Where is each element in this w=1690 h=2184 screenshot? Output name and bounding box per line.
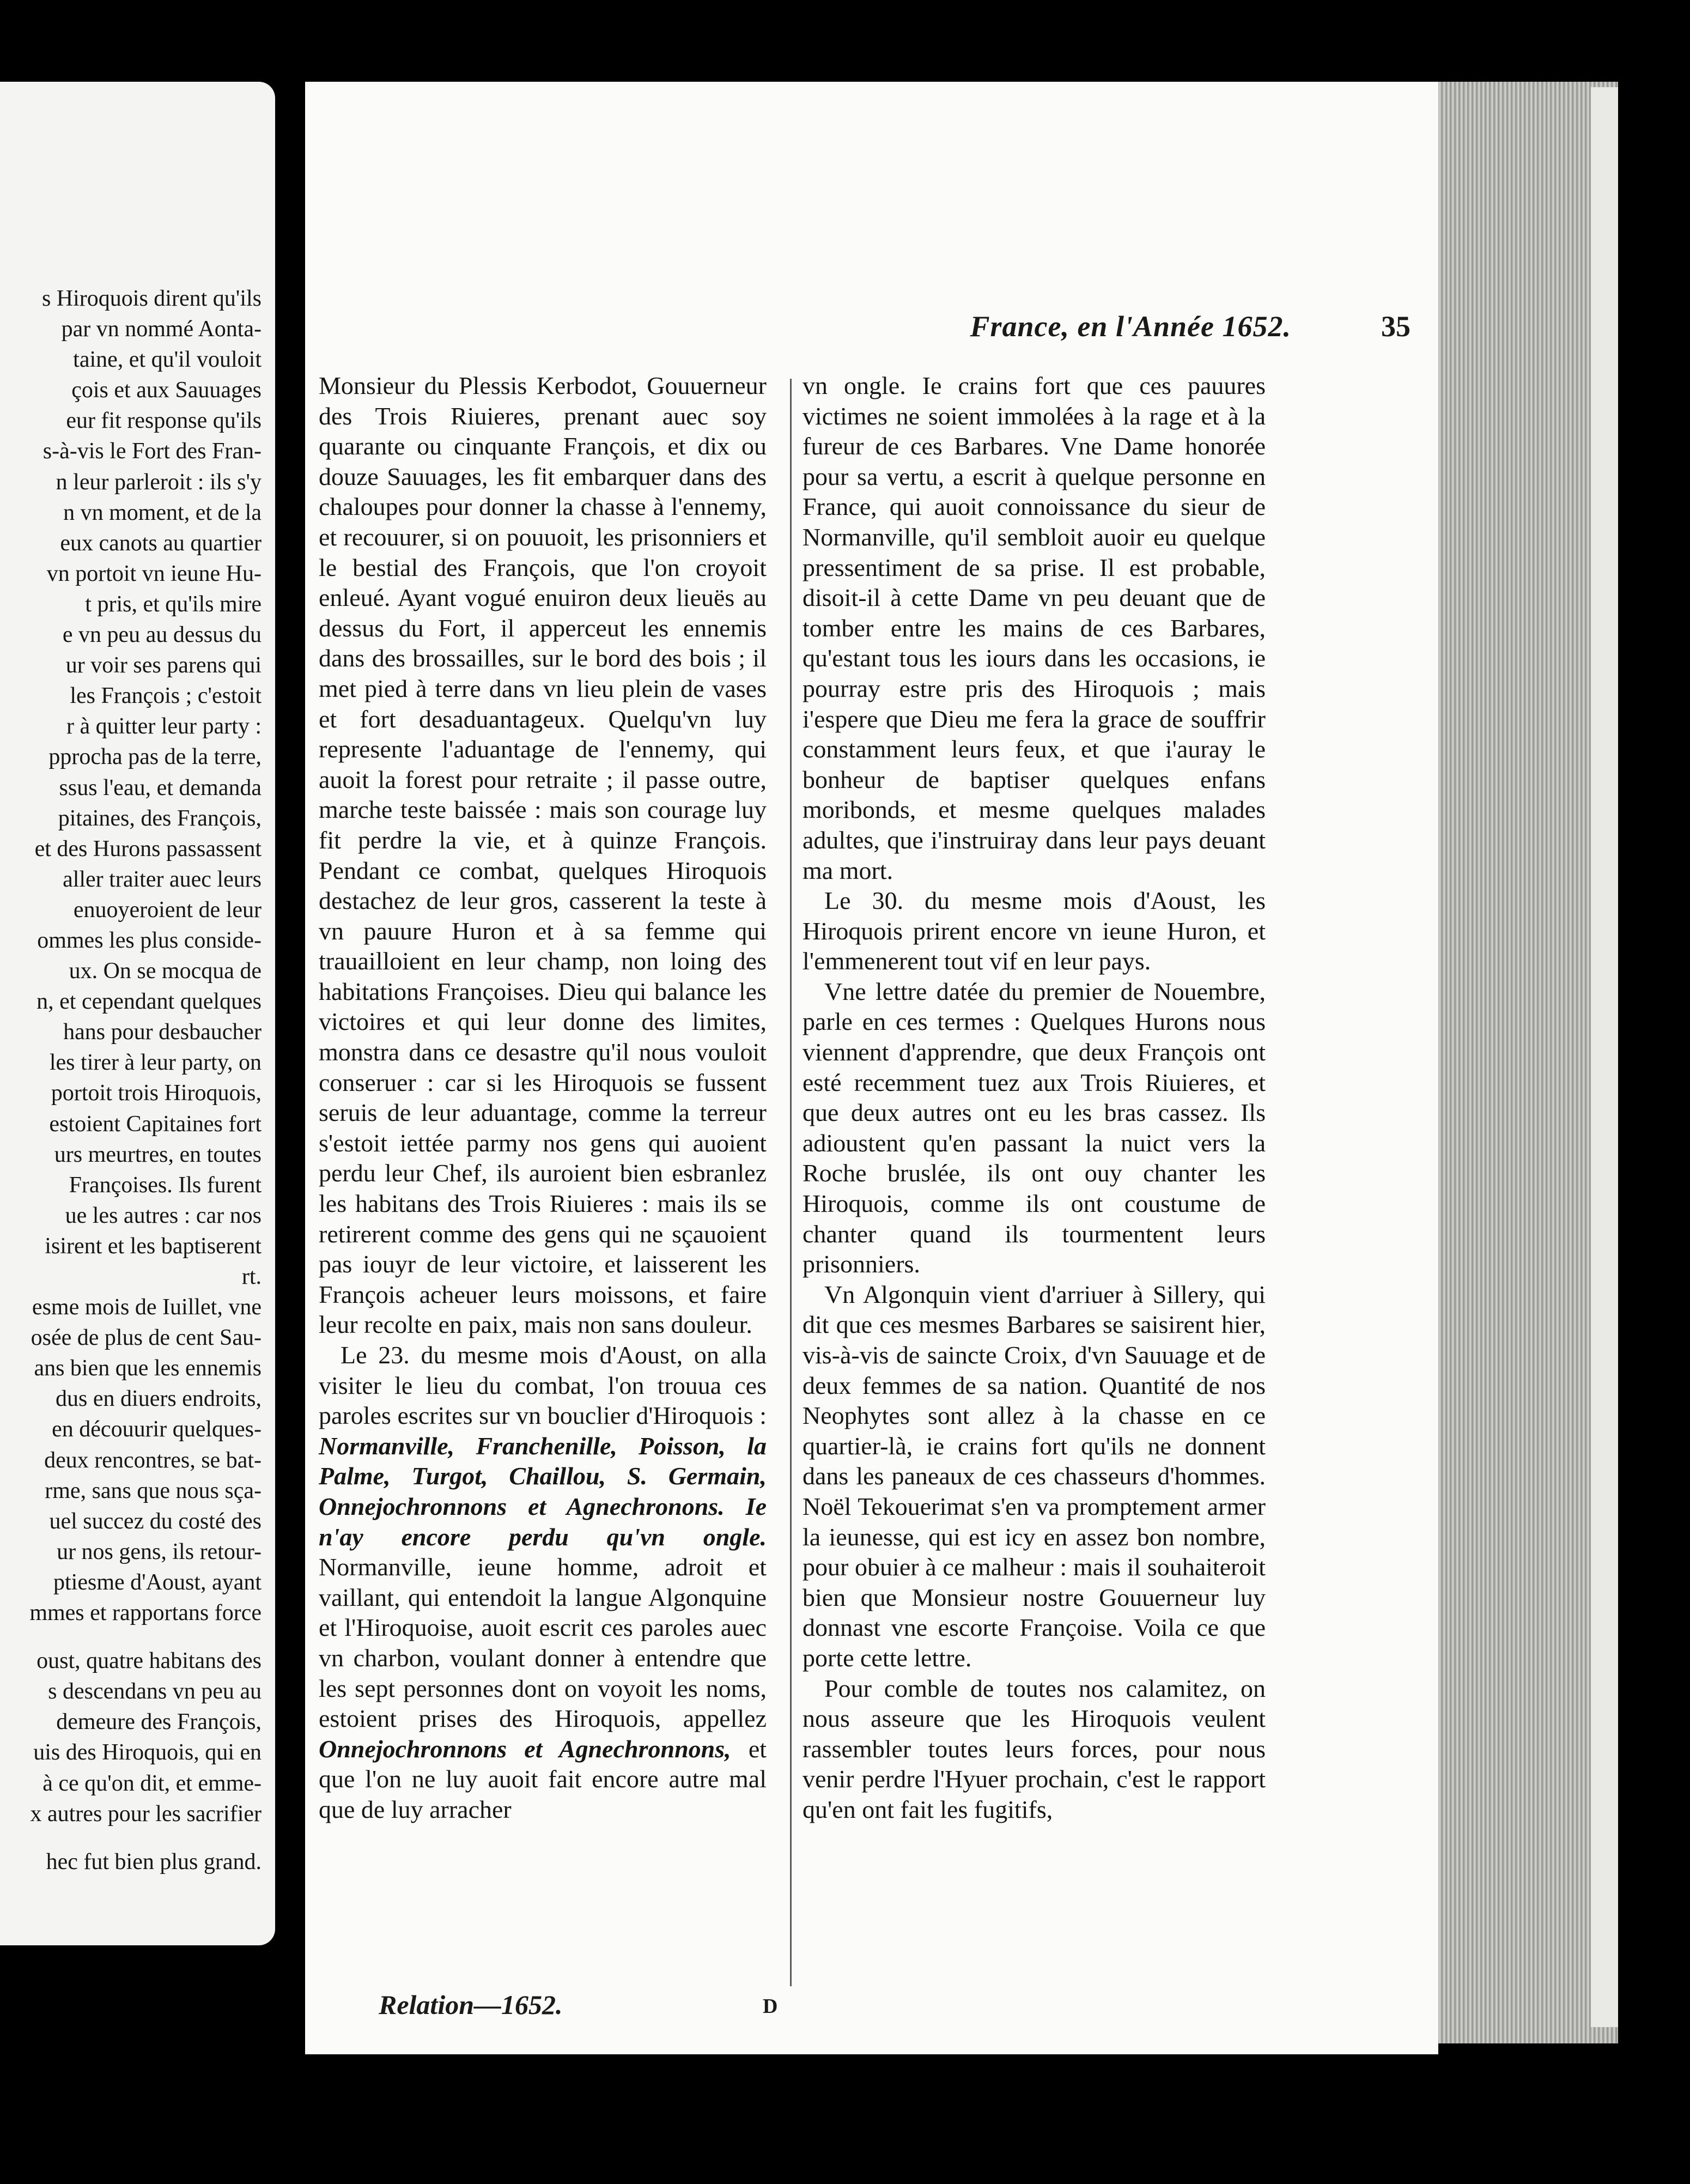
text-column-right	[803, 371, 1266, 1825]
facing-page-line: urs meurtres, en toutes	[54, 1142, 262, 1167]
facing-page-line: çois et aux Sauuages	[71, 378, 262, 403]
line-gap	[0, 1829, 262, 1847]
facing-page-line: n leur parleroit : ils s'y	[56, 469, 262, 495]
facing-page-line: uis des Hiroquois, qui en	[33, 1740, 262, 1766]
facing-page-line: dus en diuers endroits,	[56, 1386, 262, 1412]
facing-page-line: ans bien que les ennemis	[34, 1356, 262, 1381]
paragraph: Vn Algonquin vient d'arriuer à Sillery, qui dit que ces mesmes Barbares se saisirent hier, vis-à-vis de saincte Croix, d'vn Sauuage et de deux femmes de sa nation. Quantité de nos Neophytes sont allez à la chasse en ce quartier-là, ie crains fort qu'ils ne donnent dans les paneaux de ces chasseurs d'hommes. Noël Tekouerimat s'en va promptement armer la ieunesse, qui est icy en assez bon nombre, pour obuier à ce malheur : mais il souhaiteroit bien que Monsieur nostre Gouuerneur luy donnast vne escorte Françoise. Voila ce que porte cette lettre.	[803, 1280, 1266, 1672]
facing-page-line: e vn peu au dessus du	[62, 622, 262, 648]
line-gap	[0, 1628, 262, 1646]
paragraph-text: Normanville, ieune homme, adroit et vaillant, qui entendoit la langue Algonquine et l'Hiroquoise, auoit escrit ces paroles auec vn charbon, voulant donner à entendre que les sept personnes dont on voyoit les noms, estoient prises des Hiroquois, appellez	[319, 1553, 767, 1733]
facing-page-line: rt.	[241, 1264, 262, 1289]
facing-page-line: ur voir ses parens qui	[65, 653, 262, 678]
facing-page-line: à ce qu'on dit, et emme-	[42, 1770, 262, 1796]
facing-page-line: portoit trois Hiroquois,	[51, 1081, 262, 1106]
nation-names: Onnejochronnons et Agnechronnons,	[319, 1734, 731, 1763]
facing-page-text	[0, 283, 262, 1877]
facing-page-line: hec fut bien plus grand.	[46, 1849, 262, 1874]
facing-page-line: s-à-vis le Fort des Fran-	[42, 439, 262, 464]
facing-page-line: estoient Capitaines fort	[49, 1111, 262, 1137]
running-head: France, en l'Année 1652.	[970, 310, 1291, 343]
facing-page-line: mmes et rapportans force	[29, 1600, 262, 1626]
facing-page-line: esme mois de Iuillet, vne	[32, 1295, 262, 1320]
facing-page-line: eux canots au quartier	[60, 530, 262, 556]
paragraph: Vne lettre datée du premier de Nouembre, parle en ces termes : Quelques Hurons nous viennent d'apprendre, que deux François ont esté recemment tuez aux Trois Riuieres, et que deux autres ont eu les bras cassez. Ils adioustent qu'en passant la nuict vers la Roche bruslée, ils ont ouy chanter les Hiroquois, comme ils ont coustume de chanter quand ils tourmentent leurs prisonniers.	[803, 977, 1266, 1278]
facing-page-line: en découurir quelques-	[52, 1417, 262, 1442]
facing-page-line: eur fit response qu'ils	[66, 408, 262, 434]
facing-page-line: enuoyeroient de leur	[73, 897, 262, 923]
facing-page-line: osée de plus de cent Sau-	[31, 1325, 262, 1351]
paragraph: vn ongle. Ie crains fort que ces pauures victimes ne soient immolées à la rage et à la fureur de ces Barbares. Vne Dame honorée pour sa vertu, a escrit à quelque personne en France, qui auoit connoissance du sieur de Normanville, qu'il sembloit auoir eu quelque pressentiment de sa prise. Il est probable, disoit-il à cette Dame vn peu deuant que de tomber entre les mains de ces Barbares, qu'estant tous les iours dans les occasions, ie pourray estre pris des Hiroquois ; mais i'espere que Dieu me fera la grace de souffrir constamment leurs feux, et que i'auray le bonheur de baptiser quelques enfans moribonds, et mesme quelques malades adultes, que i'instruiray dans leur pays deuant ma mort.	[803, 372, 1266, 884]
facing-page-line: les François ; c'estoit	[70, 683, 262, 709]
facing-page-line: isirent et les baptiserent	[45, 1233, 262, 1259]
book-page	[305, 82, 1438, 2054]
paragraph: Le 30. du mesme mois d'Aoust, les Hiroquois prirent encore vn ieune Huron, et l'emmenerent tout vif en leur pays.	[803, 887, 1266, 975]
book-page-edges	[1433, 82, 1618, 2043]
facing-page-line: les tirer à leur party, on	[49, 1050, 262, 1076]
paragraph-text: Le 23. du mesme mois d'Aoust, on alla visiter le lieu du combat, l'on trouua ces paroles escrites sur vn bouclier d'Hiroquois :	[319, 1341, 767, 1430]
facing-page-line: demeure des François,	[56, 1709, 262, 1735]
facing-page-line: n vn moment, et de la	[63, 500, 262, 525]
paragraph: Pour comble de toutes nos calamitez, on nous asseure que les Hiroquois veulent rassembler toutes leurs forces, pour nous venir perdre l'Hyuer prochain, c'est le rapport qu'en ont fait les fugitifs,	[803, 1674, 1266, 1823]
text-column-left	[319, 371, 767, 1825]
facing-page-line: ur nos gens, ils retour-	[57, 1539, 262, 1564]
signature-mark: D	[763, 1995, 778, 2018]
paragraph: Monsieur du Plessis Kerbodot, Gouuerneur des Trois Riuieres, prenant auec soy quarante ou cinquante François, et dix ou douze Sauuages, les fit embarquer dans des chaloupes pour donner la chasse à l'ennemy, et recouurer, si on pouuoit, les prisonniers et le bestial des François, que l'on croyoit enleué. Ayant vogué enuiron deux lieuës au dessus du Fort, il apperceut les ennemis dans des brossailles, sur le bord des bois ; il met pied à terre dans vn lieu plein de vases et fort desaduantageux. Quelqu'vn luy represente l'aduantage de l'ennemy, qui auoit la forest pour retraite ; il passe outre, marche teste baissée : mais son courage luy fit perdre la vie, et à quinze François. Pendant ce combat, quelques Hiroquois destachez de leur gros, casserent la teste à vn pauure Huron et à sa femme qui trauailloient en leur champ, non loing des habitations Françoises. Dieu qui balance les victoires et qui leur donne des limites, monstra dans ce desastre qu'il nous vouloit conseruer : car si les Hiroquois se fussent seruis de leur aduantage, comme la terreur s'estoit iettée parmy nos gens qui auoient perdu leur Chef, ils auroient bien esbranlez les habitans des Trois Riuieres : mais ils se retirerent comme des gens qui ne sçauoient pas iouyr de leur victoire, et laisserent les François acheuer leurs moissons, et faire leur recolte en paix, mais non sans douleur.	[319, 372, 767, 1339]
relation-footer: Relation—1652.	[379, 1989, 563, 2020]
facing-page-line: taine, et qu'il vouloit	[73, 347, 262, 373]
facing-page-line: ommes les plus conside-	[37, 927, 262, 953]
facing-page-line: t pris, et qu'ils mire	[85, 591, 262, 617]
captive-names: Normanville, Franchenille, Poisson, la Palme, Turgot, Chaillou, S. Germain, Onnejochronnons et Agnechronons. Ie n'ay encore perdu qu'vn ongle.	[319, 1431, 767, 1551]
facing-page-line: rme, sans que nous sça-	[45, 1478, 262, 1503]
facing-page-line: hans pour desbaucher	[63, 1020, 262, 1045]
facing-page-line: ssus l'eau, et demanda	[59, 775, 262, 800]
facing-page-line: deux rencontres, se bat-	[44, 1447, 262, 1473]
facing-page-line: ux. On se mocqua de	[69, 958, 262, 984]
facing-page-line: pitaines, des François,	[58, 805, 262, 831]
facing-page-line: aller traiter auec leurs	[63, 866, 262, 892]
facing-page-line: x autres pour les sacrifier	[30, 1801, 262, 1827]
paragraph-text: et que l'on ne luy auoit fait encore autre mal que de luy arracher	[319, 1734, 767, 1823]
facing-page-line: oust, quatre habitans des	[37, 1648, 262, 1674]
facing-page-line: s Hiroquois dirent qu'ils	[41, 286, 262, 311]
facing-page-line: r à quitter leur party :	[66, 714, 262, 739]
page-number: 35	[1381, 310, 1411, 343]
column-divider	[790, 379, 792, 1986]
book-edge-highlight	[1591, 87, 1618, 2027]
facing-page-line: pprocha pas de la terre,	[48, 744, 262, 770]
paragraph	[319, 1340, 767, 1825]
facing-page-line: ptiesme d'Aoust, ayant	[53, 1569, 262, 1595]
facing-page-line: et des Hurons passassent	[34, 836, 262, 862]
facing-page-line: s descendans vn peu au	[48, 1679, 262, 1704]
facing-page-fragment	[0, 82, 275, 1945]
facing-page-line: uel succez du costé des	[49, 1508, 262, 1534]
facing-page-line: ue les autres : car nos	[65, 1203, 262, 1228]
facing-page-line: n, et cependant quelques	[37, 989, 262, 1015]
facing-page-line: par vn nommé Aonta-	[61, 317, 262, 342]
facing-page-line: Françoises. Ils furent	[69, 1172, 262, 1198]
facing-page-line: vn portoit vn ieune Hu-	[46, 561, 262, 586]
